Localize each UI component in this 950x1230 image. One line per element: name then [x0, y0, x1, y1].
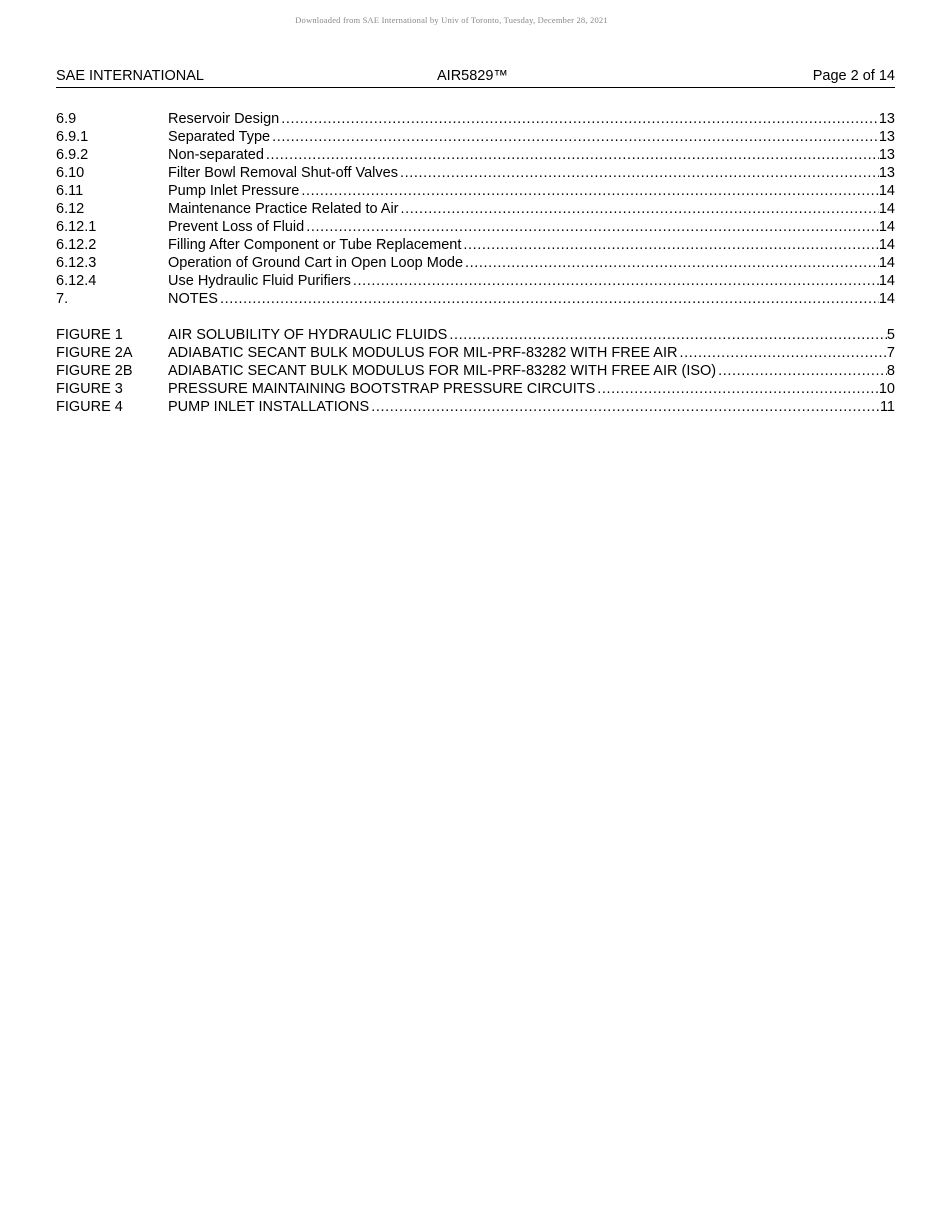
toc-entry[interactable] — [56, 110, 895, 128]
toc-figure-entry[interactable] — [56, 344, 895, 362]
toc-figure-page: 10 — [878, 381, 895, 397]
dot-leader — [369, 398, 880, 416]
toc-entry-title: Operation of Ground Cart in Open Loop Mode — [168, 255, 464, 271]
dot-leader — [447, 326, 887, 344]
dot-leader — [270, 128, 879, 146]
toc-entry-title: Pump Inlet Pressure — [168, 183, 300, 199]
toc-figure-number: FIGURE 1 — [56, 327, 123, 343]
toc-figure-number: FIGURE 3 — [56, 381, 123, 397]
dot-leader — [351, 272, 879, 290]
toc-entry-page: 14 — [878, 273, 895, 289]
toc-entry-title: Prevent Loss of Fluid — [168, 219, 305, 235]
toc-figure-title: ADIABATIC SECANT BULK MODULUS FOR MIL-PRF-83282 WITH FREE AIR — [168, 345, 678, 361]
toc-figure-title: ADIABATIC SECANT BULK MODULUS FOR MIL-PRF-83282 WITH FREE AIR (ISO) — [168, 363, 717, 379]
dot-leader — [218, 290, 879, 308]
toc-entry[interactable] — [56, 290, 895, 308]
toc-figures-list — [56, 326, 895, 416]
document-number: AIR5829™ — [437, 68, 508, 84]
publisher-name: SAE INTERNATIONAL — [56, 68, 204, 84]
toc-entry-title: Filling After Component or Tube Replacement — [168, 237, 462, 253]
toc-entry-number: 6.12.3 — [56, 255, 97, 271]
dot-leader — [716, 362, 887, 380]
toc-entry-number: 6.12.4 — [56, 273, 97, 289]
toc-entry-number: 6.11 — [56, 183, 84, 199]
toc-entry-number: 6.12.1 — [56, 219, 97, 235]
toc-entry-title: Maintenance Practice Related to Air — [168, 201, 399, 217]
page-indicator: Page 2 of 14 — [812, 68, 895, 84]
table-of-contents — [56, 110, 895, 416]
download-watermark: Downloaded from SAE International by Univ of Toronto, Tuesday, December 28, 2021 — [295, 15, 608, 25]
toc-entry-page: 13 — [878, 129, 895, 145]
toc-figure-title: PRESSURE MAINTAINING BOOTSTRAP PRESSURE CIRCUITS — [168, 381, 596, 397]
toc-entry-number: 6.9 — [56, 111, 77, 127]
toc-entry[interactable] — [56, 218, 895, 236]
toc-entry-number: 6.9.2 — [56, 147, 89, 163]
toc-entry[interactable] — [56, 164, 895, 182]
toc-entry-number: 7. — [56, 291, 69, 307]
toc-figure-page: 7 — [886, 345, 895, 361]
dot-leader — [463, 254, 879, 272]
toc-entry-page: 14 — [878, 219, 895, 235]
toc-figure-number: FIGURE 2B — [56, 363, 133, 379]
toc-entry-page: 14 — [878, 183, 895, 199]
dot-leader — [677, 344, 886, 362]
toc-entry-number: 6.10 — [56, 165, 85, 181]
toc-figure-title: PUMP INLET INSTALLATIONS — [168, 399, 370, 415]
toc-entry[interactable] — [56, 272, 895, 290]
toc-entry-page: 13 — [878, 147, 895, 163]
toc-entry-title: Non-separated — [168, 147, 264, 163]
toc-entry-title: Use Hydraulic Fluid Purifiers — [168, 273, 351, 289]
toc-entry-number: 6.9.1 — [56, 129, 89, 145]
toc-entry-title: Separated Type — [168, 129, 271, 145]
toc-entry[interactable] — [56, 182, 895, 200]
dot-leader — [264, 146, 879, 164]
toc-entry-number: 6.12.2 — [56, 237, 97, 253]
dot-leader — [279, 110, 879, 128]
toc-figure-page: 11 — [879, 399, 895, 415]
toc-figure-number: FIGURE 2A — [56, 345, 133, 361]
toc-entry-page: 13 — [878, 165, 895, 181]
dot-leader — [595, 380, 879, 398]
toc-entry-page: 14 — [878, 255, 895, 271]
toc-entry-number: 6.12 — [56, 201, 85, 217]
toc-entry[interactable] — [56, 128, 895, 146]
toc-figure-entry[interactable] — [56, 326, 895, 344]
toc-figure-entry[interactable] — [56, 380, 895, 398]
running-header — [56, 67, 895, 88]
toc-entry[interactable] — [56, 146, 895, 164]
toc-figure-title: AIR SOLUBILITY OF HYDRAULIC FLUIDS — [168, 327, 448, 343]
toc-entry-title: Reservoir Design — [168, 111, 280, 127]
toc-figure-page: 5 — [886, 327, 895, 343]
toc-entry-page: 14 — [878, 201, 895, 217]
toc-figure-page: 8 — [886, 363, 895, 379]
toc-entry[interactable] — [56, 236, 895, 254]
toc-figure-entry[interactable] — [56, 398, 895, 416]
toc-figure-number: FIGURE 4 — [56, 399, 123, 415]
toc-figure-entry[interactable] — [56, 362, 895, 380]
toc-entry-title: NOTES — [168, 291, 218, 307]
toc-entry-page: 14 — [878, 237, 895, 253]
toc-entry[interactable] — [56, 254, 895, 272]
dot-leader — [299, 182, 878, 200]
toc-sections-list — [56, 110, 895, 308]
toc-entry-title: Filter Bowl Removal Shut-off Valves — [168, 165, 398, 181]
dot-leader — [461, 236, 878, 254]
toc-entry[interactable] — [56, 200, 895, 218]
toc-entry-page: 13 — [878, 111, 895, 127]
dot-leader — [399, 200, 879, 218]
dot-leader — [304, 218, 879, 236]
toc-entry-page: 14 — [878, 291, 895, 307]
dot-leader — [398, 164, 879, 182]
